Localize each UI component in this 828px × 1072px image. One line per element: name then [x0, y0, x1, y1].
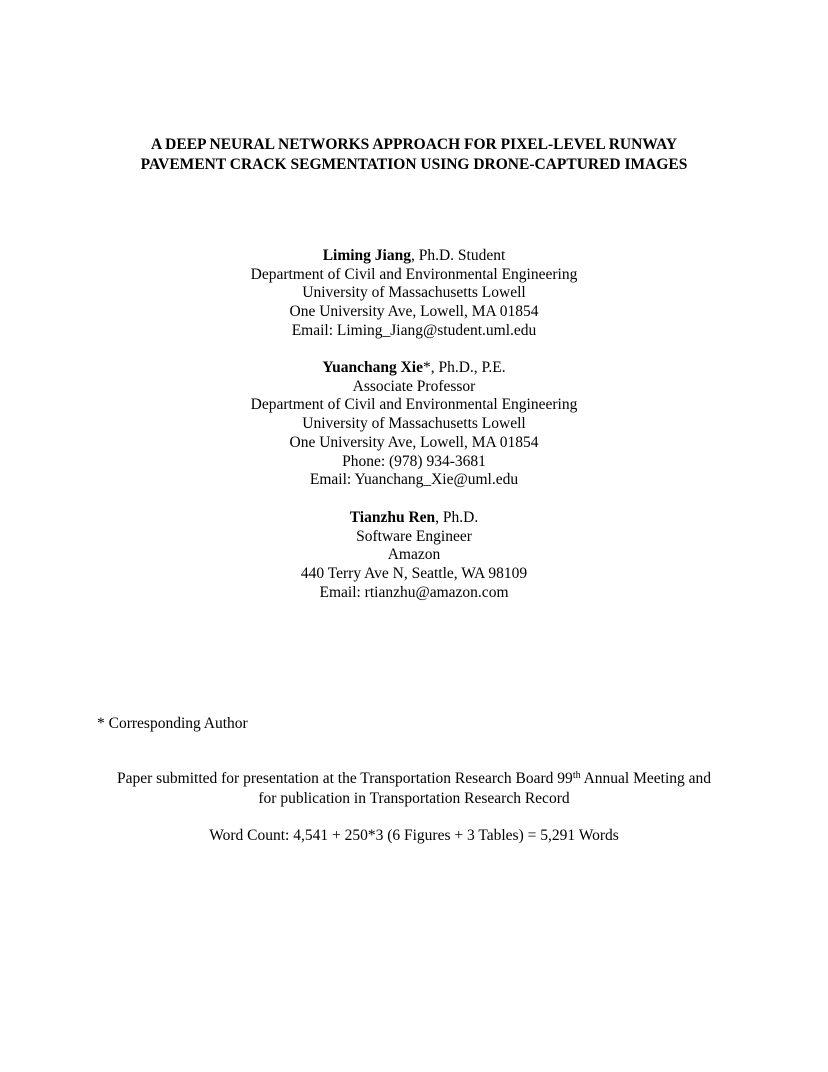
paper-title-line-2: PAVEMENT CRACK SEGMENTATION USING DRONE-CAPTURED IMAGES	[140, 156, 688, 173]
author-company: Amazon	[387, 546, 441, 564]
author-degree: , Ph.D., P.E.	[430, 359, 506, 376]
author-address: 440 Terry Ave N, Seattle, WA 98109	[300, 565, 528, 583]
author-name: Liming Jiang	[322, 247, 411, 264]
author-phone: Phone: (978) 934-3681	[342, 452, 486, 470]
author-heading	[0, 509, 828, 528]
author-degree: , Ph.D. Student	[410, 247, 506, 264]
paper-title-line-1: A DEEP NEURAL NETWORKS APPROACH FOR PIXEL-LEVEL RUNWAY	[150, 136, 678, 153]
author-position: Software Engineer	[356, 527, 472, 545]
paper-title	[0, 135, 828, 175]
author-university: University of Massachusetts Lowell	[302, 284, 526, 302]
author-university: University of Massachusetts Lowell	[302, 415, 526, 433]
word-count: Word Count: 4,541 + 250*3 (6 Figures + 3 Tables) = 5,291 Words	[209, 827, 619, 844]
submission-line-1-end: Annual Meeting and	[580, 770, 712, 787]
corresponding-author-note: * Corresponding Author	[97, 715, 248, 732]
author-block-yuanchang-xie	[0, 359, 828, 490]
submission-statement	[0, 769, 828, 808]
author-heading	[0, 247, 828, 266]
submission-line-1-text: Paper submitted for presentation at the Transportation Research Board 99	[116, 770, 573, 787]
author-address: One University Ave, Lowell, MA 01854	[289, 433, 539, 451]
author-department: Department of Civil and Environmental Engineering	[250, 265, 578, 283]
author-email: Email: Yuanchang_Xie@uml.edu	[309, 471, 519, 489]
author-name: Tianzhu Ren	[349, 509, 436, 526]
submission-line-2: for publication in Transportation Research Record	[258, 789, 570, 807]
submission-line-1	[0, 769, 828, 789]
author-heading	[0, 359, 828, 378]
author-email: Email: Liming_Jiang@student.uml.edu	[291, 321, 537, 339]
author-mark: *	[422, 359, 431, 376]
author-block-tianzhu-ren	[0, 509, 828, 603]
ordinal-superscript: th	[572, 770, 581, 781]
author-email: Email: rtianzhu@amazon.com	[319, 583, 509, 601]
author-degree: , Ph.D.	[435, 509, 479, 526]
author-block-liming-jiang	[0, 247, 828, 341]
author-address: One University Ave, Lowell, MA 01854	[289, 303, 539, 321]
author-name: Yuanchang Xie	[322, 359, 423, 376]
author-department: Department of Civil and Environmental Engineering	[250, 396, 578, 414]
author-position: Associate Professor	[352, 377, 476, 395]
